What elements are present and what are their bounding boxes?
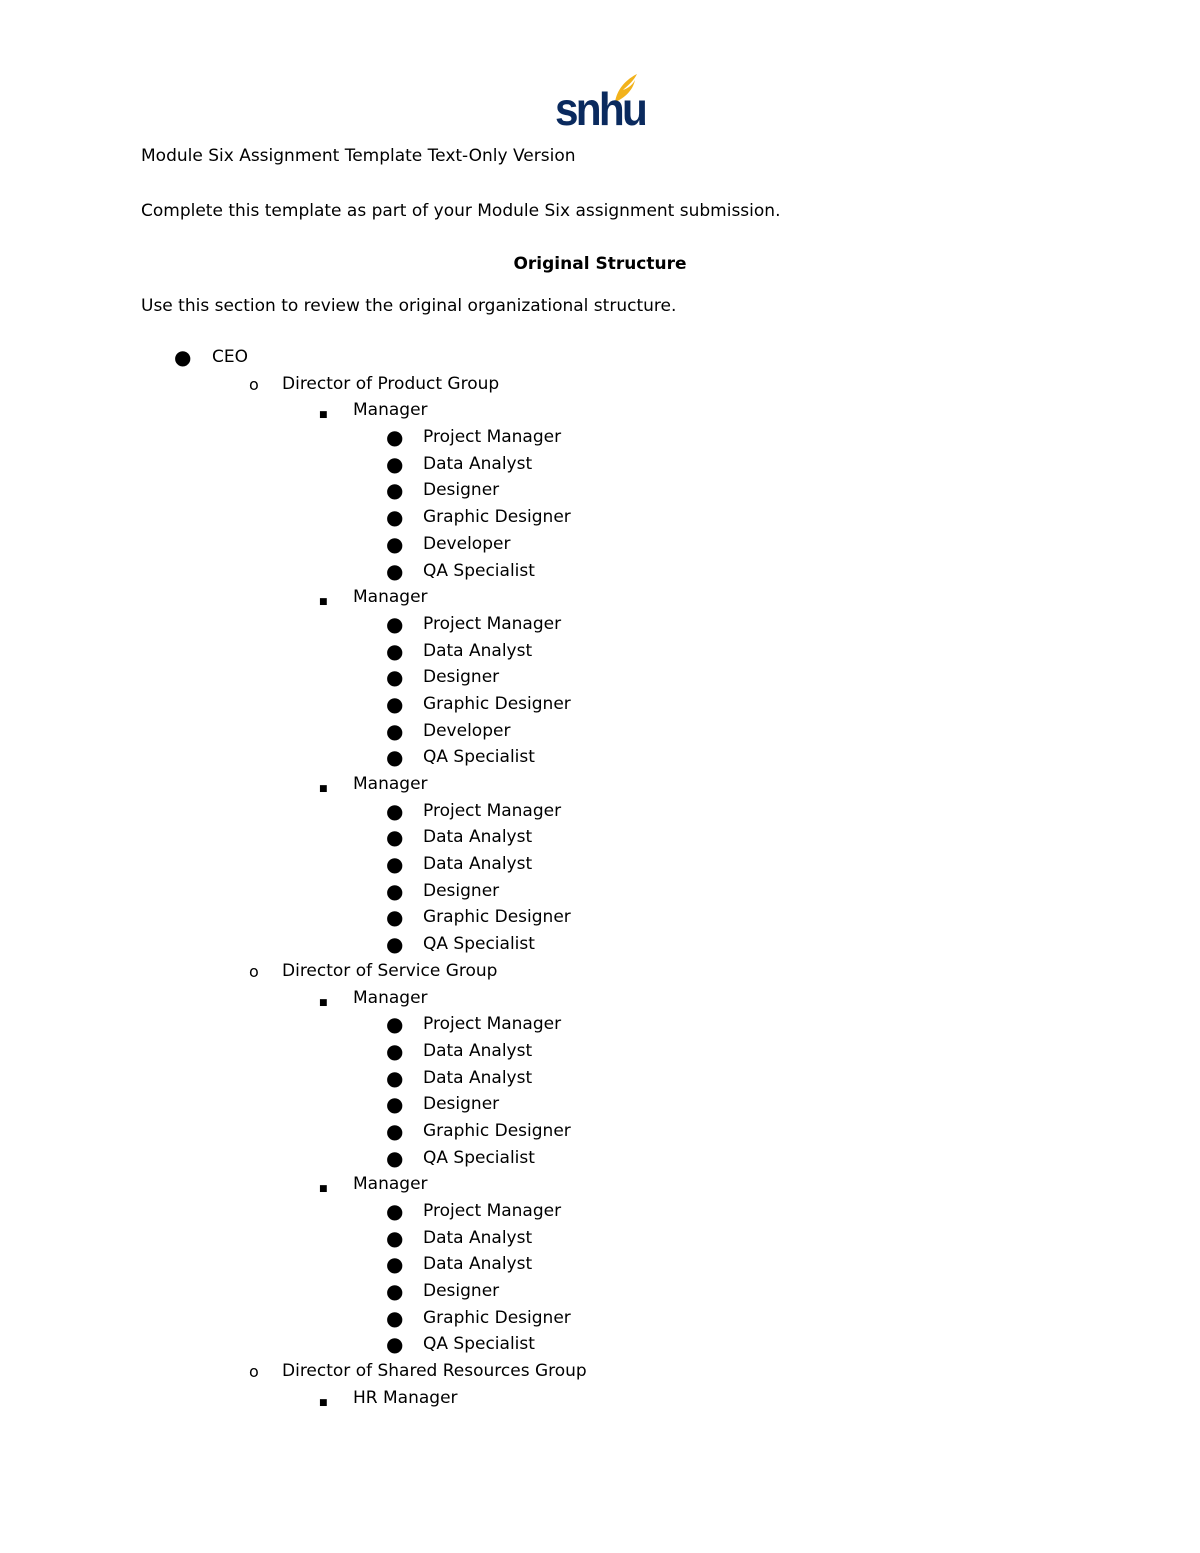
bullet-icon: ● bbox=[386, 638, 404, 663]
bullet-icon: o bbox=[249, 374, 259, 394]
bullet-icon: ■ bbox=[319, 1397, 328, 1408]
outline-item-level-3 bbox=[0, 480, 1200, 507]
outline-item-label: Graphic Designer bbox=[423, 693, 571, 714]
outline-item-level-3 bbox=[0, 451, 1200, 481]
outline-item-level-3 bbox=[0, 1065, 1200, 1095]
outline-item-level-3 bbox=[0, 934, 1200, 961]
outline-item-label: Manager bbox=[353, 1174, 428, 1195]
outline-item-label: Manager bbox=[353, 987, 428, 1008]
bullet-icon: ● bbox=[386, 451, 404, 476]
outline-item-level-2 bbox=[0, 400, 1200, 427]
outline-item-level-3 bbox=[0, 611, 1200, 641]
outline-item-label: Graphic Designer bbox=[423, 907, 571, 928]
bullet-icon: ● bbox=[386, 1225, 404, 1250]
outline-item-label: Data Analyst bbox=[423, 1040, 533, 1061]
outline-item-level-3 bbox=[0, 427, 1200, 454]
outline-item-level-3 bbox=[0, 638, 1200, 668]
outline-item-level-2 bbox=[0, 774, 1200, 801]
outline-item-level-3 bbox=[0, 558, 1200, 588]
outline-item-level-2 bbox=[0, 1174, 1200, 1201]
outline-item-level-3 bbox=[0, 1038, 1200, 1068]
section-heading: Original Structure bbox=[513, 254, 687, 274]
bullet-icon: ● bbox=[386, 1199, 404, 1223]
outline-item-label: Data Analyst bbox=[423, 827, 533, 848]
bullet-icon: ● bbox=[386, 478, 404, 503]
outline-item-label: Designer bbox=[423, 667, 500, 688]
outline-item-level-3 bbox=[0, 691, 1200, 721]
outline-item-level-3 bbox=[0, 854, 1200, 881]
outline-item-label: Graphic Designer bbox=[423, 1307, 571, 1328]
bullet-icon: ● bbox=[386, 425, 404, 450]
outline-item-label: Designer bbox=[423, 480, 500, 501]
outline-item-level-3 bbox=[0, 747, 1200, 774]
bullet-icon: ● bbox=[386, 878, 404, 903]
bullet-icon: ● bbox=[386, 1332, 404, 1357]
bullet-icon: ■ bbox=[319, 784, 328, 794]
outline-item-label: Manager bbox=[353, 400, 428, 421]
outline-item-label: Graphic Designer bbox=[423, 1120, 571, 1141]
outline-item-level-2 bbox=[0, 1388, 1200, 1415]
bullet-icon: ● bbox=[386, 1118, 404, 1143]
outline-item-label: QA Specialist bbox=[423, 747, 535, 768]
bullet-icon: ● bbox=[386, 505, 404, 530]
bullet-icon: ● bbox=[386, 1279, 404, 1304]
bullet-icon: ● bbox=[386, 531, 404, 556]
bullet-icon: ● bbox=[386, 611, 404, 636]
section-intro: Use this section to review the original organizational structure. bbox=[141, 296, 677, 316]
outline-item-label: Project Manager bbox=[423, 800, 562, 821]
outline-item-level-3 bbox=[0, 878, 1200, 908]
bullet-icon: ● bbox=[386, 798, 404, 823]
outline-item-label: Director of Shared Resources Group bbox=[282, 1361, 587, 1382]
outline-item-label: Designer bbox=[423, 1094, 500, 1115]
outline-item-level-3 bbox=[0, 1145, 1200, 1175]
outline-item-level-1 bbox=[0, 961, 1200, 988]
outline-item-label: Project Manager bbox=[423, 1014, 562, 1035]
outline-item-level-3 bbox=[0, 667, 1200, 694]
outline-item-level-3 bbox=[0, 1014, 1200, 1041]
outline-item-label: QA Specialist bbox=[423, 934, 535, 955]
outline-item-label: QA Specialist bbox=[423, 560, 535, 581]
outline-item-level-1 bbox=[0, 374, 1200, 401]
outline-item-level-2 bbox=[0, 587, 1200, 614]
outline-item-label: Data Analyst bbox=[423, 1254, 533, 1275]
outline-item-label: Designer bbox=[423, 1281, 500, 1302]
bullet-icon: ■ bbox=[319, 1184, 328, 1195]
outline-item-label: CEO bbox=[212, 347, 248, 367]
bullet-icon: ● bbox=[386, 932, 404, 957]
outline-item-label: Director of Product Group bbox=[282, 373, 500, 394]
outline-item-label: Project Manager bbox=[423, 1201, 562, 1221]
bullet-icon: ● bbox=[386, 1012, 404, 1037]
outline-item-level-3 bbox=[0, 1118, 1200, 1148]
outline-item-label: Project Manager bbox=[423, 613, 562, 634]
outline-item-level-3 bbox=[0, 1334, 1200, 1361]
outline-item-label: QA Specialist bbox=[423, 1334, 535, 1355]
outline-item-level-3 bbox=[0, 507, 1200, 534]
outline-item-level-3 bbox=[0, 531, 1200, 561]
outline-item-label: Designer bbox=[423, 880, 500, 901]
outline-item-label: Developer bbox=[423, 720, 511, 741]
bullet-icon: ● bbox=[386, 665, 404, 690]
outline-item-label: Data Analyst bbox=[423, 640, 533, 661]
outline-item-level-3 bbox=[0, 798, 1200, 828]
outline-item-label: Project Manager bbox=[423, 427, 562, 448]
bullet-icon: ■ bbox=[319, 410, 328, 421]
outline-item-level-3 bbox=[0, 1094, 1200, 1121]
bullet-icon: o bbox=[249, 961, 259, 981]
bullet-icon: ● bbox=[386, 745, 404, 770]
outline-item-level-3 bbox=[0, 1305, 1200, 1335]
outline-item-label: Developer bbox=[423, 533, 511, 554]
bullet-icon: ● bbox=[386, 825, 404, 850]
outline-item-level-3 bbox=[0, 1225, 1200, 1255]
bullet-icon: ● bbox=[386, 1038, 404, 1063]
bullet-icon: ● bbox=[386, 852, 404, 877]
bullet-icon: ■ bbox=[319, 997, 328, 1008]
logo-wordmark: snhu bbox=[555, 83, 646, 135]
bullet-icon: ● bbox=[386, 558, 404, 583]
outline-item-label: Data Analyst bbox=[423, 1067, 533, 1088]
outline-item-level-0 bbox=[0, 347, 1200, 374]
outline-item-label: Manager bbox=[353, 587, 428, 608]
outline-item-label: Graphic Designer bbox=[423, 507, 571, 528]
outline-item-label: QA Specialist bbox=[423, 1147, 535, 1168]
org-structure-outline bbox=[0, 347, 1200, 1415]
bullet-icon: ● bbox=[386, 1065, 404, 1090]
document-title: Module Six Assignment Template Text-Only Version bbox=[141, 146, 576, 166]
outline-item-label: Data Analyst bbox=[423, 854, 533, 875]
outline-item-label: HR Manager bbox=[353, 1387, 458, 1408]
outline-item-level-3 bbox=[0, 827, 1200, 854]
bullet-icon: ● bbox=[386, 1092, 404, 1117]
outline-item-label: Manager bbox=[353, 774, 428, 794]
outline-item-level-3 bbox=[0, 1281, 1200, 1308]
outline-item-label: Data Analyst bbox=[423, 1227, 533, 1248]
bullet-icon: ● bbox=[386, 691, 404, 716]
bullet-icon: o bbox=[249, 1362, 259, 1382]
bullet-icon: ● bbox=[386, 1305, 404, 1330]
outline-item-label: Director of Service Group bbox=[282, 960, 498, 981]
bullet-icon: ● bbox=[174, 345, 192, 369]
snhu-logo bbox=[555, 72, 646, 135]
outline-item-level-3 bbox=[0, 907, 1200, 934]
outline-item-level-3 bbox=[0, 1201, 1200, 1228]
bullet-icon: ● bbox=[386, 1145, 404, 1170]
outline-item-level-3 bbox=[0, 718, 1200, 748]
outline-item-label: Data Analyst bbox=[423, 453, 533, 474]
bullet-icon: ● bbox=[386, 718, 404, 743]
outline-item-level-1 bbox=[0, 1361, 1200, 1388]
bullet-icon: ● bbox=[386, 905, 404, 930]
bullet-icon: ■ bbox=[319, 597, 328, 608]
bullet-icon: ● bbox=[386, 1252, 404, 1277]
instruction-text: Complete this template as part of your Module Six assignment submission. bbox=[141, 201, 781, 221]
outline-item-level-3 bbox=[0, 1254, 1200, 1281]
outline-item-level-2 bbox=[0, 988, 1200, 1015]
